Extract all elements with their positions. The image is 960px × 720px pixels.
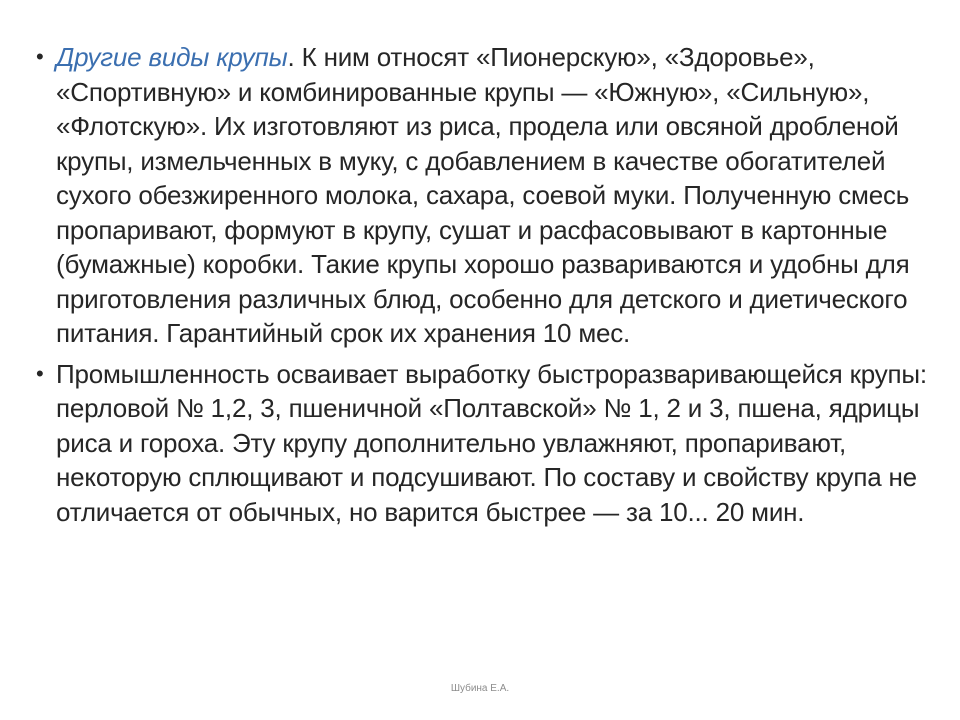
bullet-body-text: Промышленность осваивает выработку быстроразваривающейся крупы: перловой № 1,2, 3, пшеничной «Полтавской» № 1, 2 и 3, пшена, ядрицы риса и гороха. Эту крупу дополнительно увлажняют, пропаривают, некоторую сплющивают и подсушивают. По составу и свойству крупа не отличается от обычных, но варится быстрее — за 10... 20 мин. bbox=[56, 358, 927, 527]
bullet-item-2 bbox=[34, 357, 934, 530]
bullet-dot-icon: • bbox=[36, 44, 44, 69]
slide-content bbox=[34, 40, 934, 529]
bullet-dot-icon: • bbox=[36, 360, 44, 386]
slide-footer-author: Шубина Е.А. bbox=[450, 683, 510, 694]
bullet-body-text: . К ним относят «Пионерскую», «Здоровье», «Спортивную» и комбинированные крупы — «Южную», «Сильную», «Флотскую». Их изготовляют из риса, продела или овсяной дробленой крупы, измельченных в муку, с добавлением в качестве обогатителей сухого обезжиренного молока, сахара, соевой муки. Полученную смесь пропаривают, формуют в крупу, сушат и расфасовывают в картонные (бумажные) коробки. Такие крупы хорошо развариваются и удобны для приготовления различных блюд, особенно для детского и диетического питания. Гарантийный срок их хранения 10 мес. bbox=[56, 42, 910, 348]
bullet-item-1 bbox=[34, 40, 934, 351]
bullet-lead-text: Другие виды крупы bbox=[56, 42, 288, 72]
